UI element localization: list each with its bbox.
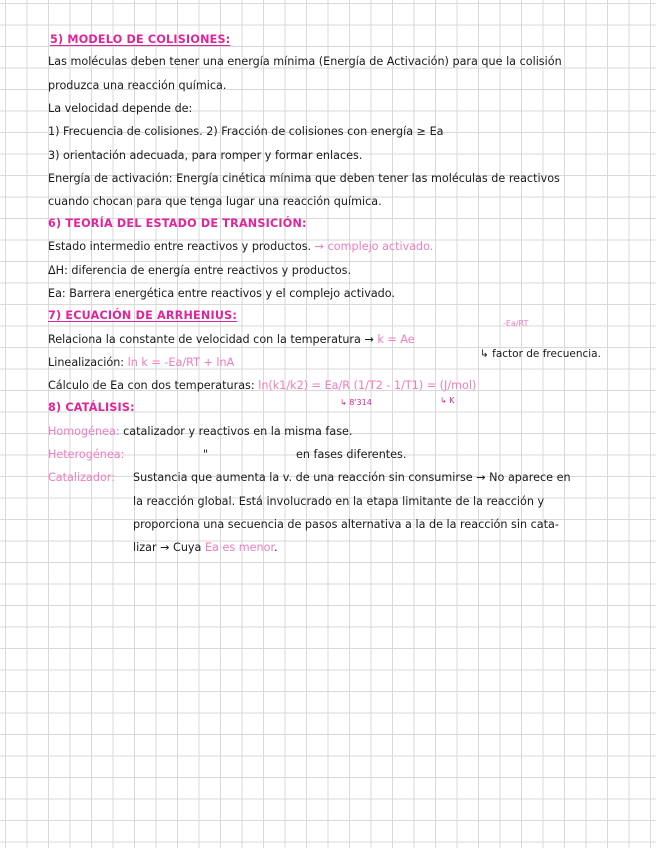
linealizacion-formula: ln k = -Ea/RT + lnA	[127, 356, 235, 369]
catalizador-line-4-text: lizar → Cuya	[133, 541, 202, 554]
s6-line-1-note: → complejo activado.	[314, 240, 434, 253]
kelvin-note: ↳ K	[440, 396, 455, 405]
arrhenius-exponent: -Ea/RT	[503, 319, 529, 328]
heading-teoria-estado-transicion: 6) TEORÍA DEL ESTADO DE TRANSICIÓN:	[48, 217, 307, 230]
linealizacion-label: Linealización:	[48, 356, 125, 369]
heterogenea-line	[48, 448, 124, 462]
s7-line-3	[48, 379, 476, 393]
heading-catalisis: 8) CATÁLISIS:	[48, 401, 135, 414]
factor-frecuencia-note: ↳ factor de frecuencia.	[480, 348, 601, 360]
homogenea-label: Homogénea:	[48, 425, 120, 438]
s5-line-2: produzca una reacción química.	[48, 79, 227, 92]
heading-ecuacion-arrhenius: 7) ECUACIÓN DE ARRHENIUS:	[48, 309, 238, 322]
s5-line-5: 3) orientación adecuada, para romper y formar enlaces.	[48, 149, 363, 162]
s6-line-3: Ea: Barrera energética entre reactivos y el complejo activado.	[48, 287, 395, 300]
s5-line-6: Energía de activación: Energía cinética mínima que deben tener las moléculas de reactivos	[48, 172, 560, 185]
heterogenea-text: en fases diferentes.	[296, 448, 407, 461]
s5-line-7: cuando chocan para que tenga lugar una reacción química.	[48, 195, 382, 208]
heterogenea-ditto: "	[203, 448, 209, 461]
s6-line-1	[48, 240, 433, 254]
calculo-ea-formula: ln(k1/k2) = Ea/R (1/T2 - 1/T1) = (J/mol)	[258, 379, 477, 392]
catalizador-line-1: Sustancia que aumenta la v. de una reacción sin consumirse → No aparece en	[133, 471, 571, 484]
homogenea-line	[48, 425, 352, 439]
s7-line-1-text: Relaciona la constante de velocidad con la temperatura →	[48, 333, 374, 346]
s7-line-1	[48, 333, 415, 347]
s5-line-4: 1) Frecuencia de colisiones. 2) Fracción de colisiones con energía ≥ Ea	[48, 125, 444, 138]
ea-es-menor: Ea es menor	[204, 541, 275, 554]
heterogenea-label: Heterogénea:	[48, 448, 125, 461]
s6-line-2: ΔH: diferencia de energía entre reactivos y productos.	[48, 264, 352, 277]
s5-line-1: Las moléculas deben tener una energía mínima (Energía de Activación) para que la colisión	[48, 55, 562, 68]
s5-line-3: La velocidad depende de:	[48, 102, 193, 115]
catalizador-line-3: proporciona una secuencia de pasos alternativa a la de la reacción sin cata-	[133, 518, 559, 531]
calculo-ea-label: Cálculo de Ea con dos temperaturas:	[48, 379, 255, 392]
catalizador-line-4	[133, 541, 278, 555]
homogenea-text: catalizador y reactivos en la misma fase.	[123, 425, 353, 438]
s6-line-1-text: Estado intermedio entre reactivos y productos.	[48, 240, 312, 253]
catalizador-line-2: la reacción global. Está involucrado en la etapa limitante de la reacción y	[133, 495, 545, 508]
arrhenius-formula: k = Ae	[377, 333, 415, 346]
catalizador-line-4-end: .	[274, 541, 278, 554]
heading-modelo-colisiones: 5) MODELO DE COLISIONES:	[50, 33, 231, 46]
r-constant-note: ↳ 8'314	[340, 398, 372, 407]
s7-line-2	[48, 356, 234, 370]
catalizador-label: Catalizador:	[48, 471, 115, 484]
